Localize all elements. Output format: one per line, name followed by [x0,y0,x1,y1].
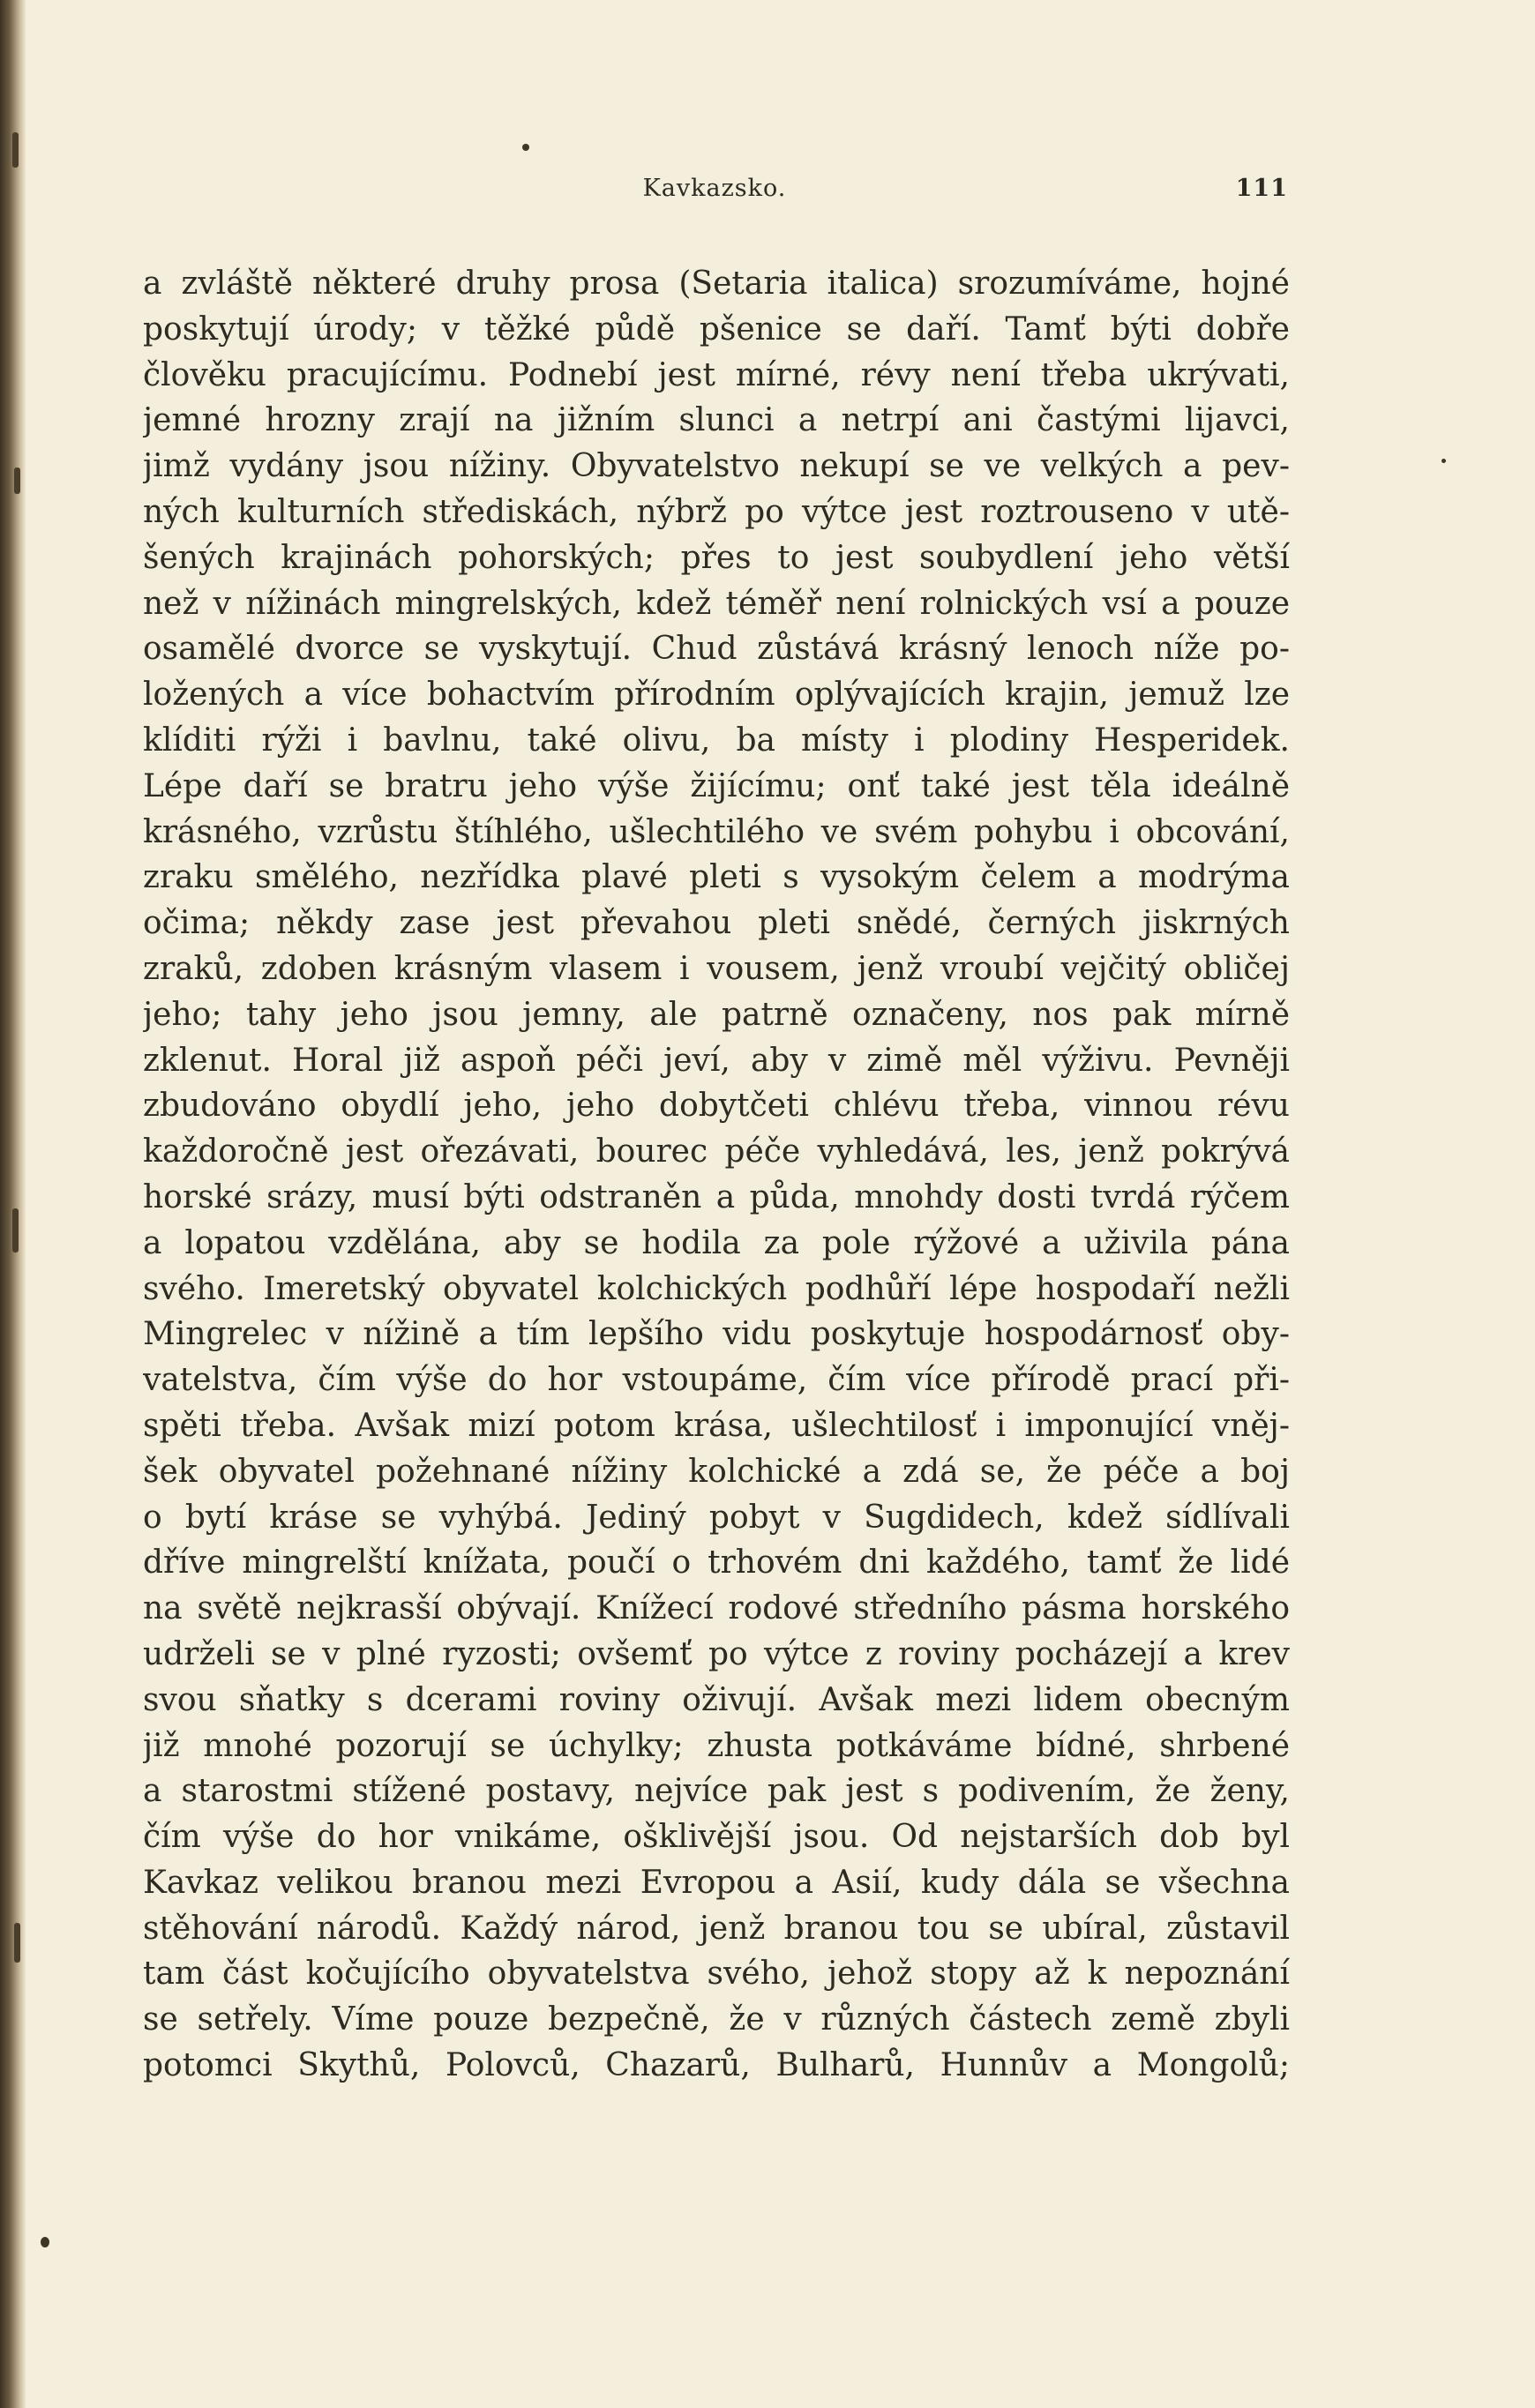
text-line: zklenut. Horal již aspoň péči jeví, aby v zimě měl výživu. Pevněji [143,1042,1290,1079]
text-line: ných kulturních střediskách, nýbrž po výtce jest roztrouseno v utě- [143,493,1290,530]
text-line: Lépe daří se bratru jeho výše žijícímu; onť také jest těla ideálně [143,767,1290,804]
text-line: svého. Imeretský obyvatel kolchických podhůří lépe hospodaří nežli [143,1270,1290,1307]
text-line: horské srázy, musí býti odstraněn a půda, mnohdy dosti tvrdá rýčem [143,1178,1290,1215]
text-line: zraku smělého, nezřídka plavé pleti s vysokým čelem a modrýma [143,859,1290,896]
text-line: udrželi se v plné ryzosti; ovšemť po výtce z roviny pocházejí a krev [143,1635,1290,1672]
text-line: šek obyvatel požehnané nížiny kolchické a zdá se, že péče a boj [143,1453,1290,1490]
text-line: zbudováno obydlí jeho, jeho dobytčeti chlévu třeba, vinnou révu [143,1088,1290,1125]
spine-mark [14,1923,20,1963]
text-line: dříve mingrelští knížata, poučí o trhovém dni každého, tamť že lidé [143,1544,1290,1582]
text-line: spěti třeba. Avšak mizí potom krása, ušlechtilosť i imponující vněj- [143,1407,1290,1444]
text-line: jeho; tahy jeho jsou jemny, ale patrně označeny, nos pak mírně [143,996,1290,1033]
text-line: ložených a více bohactvím přírodním oplývajících krajin, jemuž lze [143,677,1290,714]
binding-shadow [0,0,26,2408]
text-line: jimž vydány jsou nížiny. Obyvatelstvo nekupí se ve velkých a pev- [143,448,1290,485]
text-line: potomci Skythů, Polovců, Chazarů, Bulharů, Hunnův a Mongolů; [143,2047,1290,2084]
text-line: osamělé dvorce se vyskytují. Chud zůstává krásný lenoch níže po- [143,631,1290,668]
text-line: svou sňatky s dcerami roviny oživují. Avšak mezi lidem obecným [143,1681,1290,1718]
running-title: Kavkazsko. [642,175,787,202]
text-line: tam část kočujícího obyvatelstva svého, jehož stopy až k nepoznání [143,1956,1290,1993]
page-number: 111 [1235,175,1288,202]
text-line: čím výše do hor vnikáme, ošklivější jsou. Od nejstarších dob byl [143,1819,1290,1856]
text-line: vatelstva, čím výše do hor vstoupáme, čím více přírodě prací při- [143,1362,1290,1399]
spine-mark [14,467,20,494]
text-line: stěhování národů. Každý národ, jenž branou tou se ubíral, zůstavil [143,1910,1290,1947]
text-line: poskytují úrody; v těžké půdě pšenice se daří. Tamť býti dobře [143,310,1290,348]
text-line: každoročně jest ořezávati, bourec péče vyhledává, les, jenž pokrývá [143,1133,1290,1170]
text-line: než v nížinách mingrelských, kdež téměř není rolnických vsí a pouze [143,585,1290,622]
text-line: Kavkaz velikou branou mezi Evropou a Asií, kudy dála se všechna [143,1864,1290,1901]
text-line: o bytí kráse se vyhýbá. Jediný pobyt v Sugdidech, kdež sídlívali [143,1499,1290,1536]
text-line: klíditi rýži i bavlnu, také olivu, ba místy i plodiny Hesperidek. [143,722,1290,759]
text-line: se setřely. Víme pouze bezpečně, že v různých částech země zbyli [143,2001,1290,2038]
text-line: očima; někdy zase jest převahou pleti snědé, černých jiskrných [143,905,1290,942]
spine-mark [12,132,19,168]
text-line: na světě nejkrasší obývají. Knížecí rodové středního pásma horského [143,1590,1290,1627]
speck [41,2237,49,2247]
speck [1441,459,1446,463]
text-line: Mingrelec v nížině a tím lepšího vidu poskytuje hospodárnosť oby- [143,1316,1290,1353]
text-line: člověku pracujícímu. Podnebí jest mírné, révy není třeba ukrývati, [143,356,1290,393]
text-line: krásného, vzrůstu štíhlého, ušlechtilého ve svém pohybu i obcování, [143,813,1290,850]
page-header [141,175,1288,210]
text-line: jemné hrozny zrají na jižním slunci a netrpí ani častými lijavci, [143,402,1290,439]
text-line: šených krajinách pohorských; přes to jest soubydlení jeho větší [143,539,1290,576]
text-line: a starostmi stížené postavy, nejvíce pak jest s podivením, že ženy, [143,1773,1290,1810]
speck [522,144,529,151]
spine-mark [12,1208,19,1253]
text-line: již mnohé pozorují se úchylky; zhusta potkáváme bídné, shrbené [143,1727,1290,1764]
text-line: a lopatou vzdělána, aby se hodila za pole rýžové a uživila pána [143,1224,1290,1261]
text-line: zraků, zdoben krásným vlasem i vousem, jenž vroubí vejčitý obličej [143,950,1290,987]
body-text [143,261,1290,2089]
text-line: a zvláště některé druhy prosa (Setaria italica) srozumíváme, hojné [143,265,1290,302]
